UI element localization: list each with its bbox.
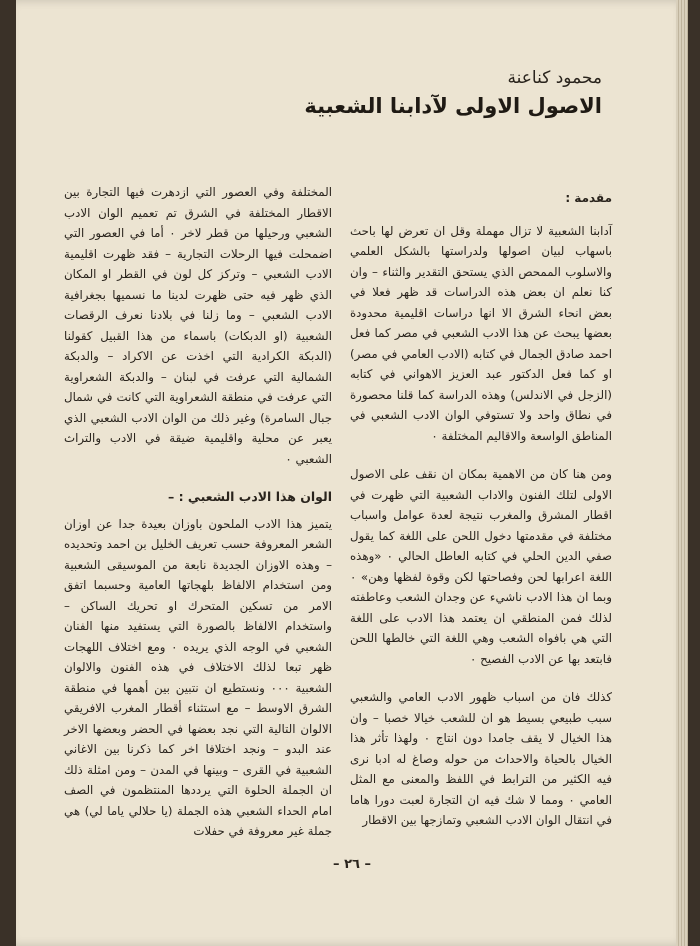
paragraph: يتميز هذا الادب الملحون باوزان بعيدة جدا عن اوزان الشعر المعروفة حسب تعريف الخليل بن احمد وتحديده – وهذه الاوزان الجديدة نابعة من الموسيقى الشعبية ومن استخدام الالفاظ بلهجاتها العامية وحسبما اتفق الامر من تسكين المتحرك او تحريك الساكن – واستخدام الالفاظ بالصورة التي يستفيد منها الفنان الشعبي في الوجه الذي يريده ٠ ومع اختلاف اللهجات ظهر تبعا لذلك الاختلاف في هذه الفنون والالوان الشعبية ٠٠٠ ونستطيع ان نتبين بين أهمها في منطقة الشرق الاوسط – مع استثناء أقطار المغرب الافريقي الالوان التالية التي نجد بعضها في الحضر وبعضها الاخر عند البدو – ونجد اختلافا اخر كما ذكرنا بين الاغاني الشعبية في القرى – وبينها في المدن – ومن امثلة ذلك ان الجملة الحلوة التي يرددها المنتظمون في الصف امام الحداء الشعبي هذه الجملة (يا حلالي ياما لي) هي جملة غير معروفة في حفلات xyxy=(64,516,332,838)
intro-heading: مقدمة : xyxy=(565,191,612,205)
author-name: محمود كناعنة xyxy=(507,68,602,88)
page-number: – ٢٦ – xyxy=(333,857,371,872)
page-edge xyxy=(676,0,688,946)
paragraph: ومن هنا كان من الاهمية بمكان ان نقف على الاصول الاولى لتلك الفنون والاداب الشعبية التي ظهرت في اقطار المشرق والمغرب نتيجة لعدة عوامل واسباب مختلفة في مقدمتها دخول اللحن على اللغة كما يقول صفي الدين الحلي في كتابه العاطل الحالي ٠ «وهذه اللغة اعرابها لحن وفصاحتها لكن وقوة لفظها وهن» ٠ وبما ان هذا الادب ناشيء عن وجدان الشعب وعاطفته لذلك فمن المنطقي ان يعتمد هذا الادب على اللغة التي هي بافواه الشعب وهي اللغة التي خالطها اللحن فابتعد بها عن الادب الفصيح ٠ xyxy=(350,467,612,666)
paragraph: المختلفة وفي العصور التي ازدهرت فيها التجارة بين الاقطار المختلفة في الشرق تم تعميم الوان الادب الشعبي ورحيلها من قطر لاخر ٠ أما في العصور التي اضمحلت فيها الرحلات التجارية – فقد ظهرت اقليمية الادب الشعبي – وتركز كل لون في القطر او المكان الذي ظهر فيه حتى ظهرت لدينا ما نسميها بجغرافية الادب الشعبي – وما زلنا في بلادنا نعرف الرقصات الشعبية (او الدبكات) باسماء من هذا القبيل كقولنا (الدبكة الكرادية التي اخذت عن الاكراد – والدبكة الشمالية التي عرفت في لبنان – والدبكة الشعراوية التي عرفت في منطقة الشعراوية التي كانت في شمال جبال السامرة) وغير ذلك من الوان الادب الشعبي الذي يعبر عن محلية واقليمية ضيقة في الادب والتراث الشعبي ٠ xyxy=(64,185,332,466)
article-title: الاصول الاولى لآدابنا الشعبية xyxy=(304,94,602,118)
right-column xyxy=(350,188,612,849)
paragraph: كذلك فان من اسباب ظهور الادب العامي والشعبي سبب طبيعي بسيط هو ان للشعب خيالا خصبا – وان هذا الخيال لا يقف جامدا دون انتاج ٠ ولهذا تأثر هذا الخيال بالحياة والاحداث من حوله وصاغ له ادبا نرى فيه الكثير من الترابط في اللفظ والمعنى مع المثل العامي ٠ ومما لا شك فيه ان التجارة لعبت دورا هاما في انتقال الوان الادب الشعبي وتمازجها بين الاقطار xyxy=(350,690,612,827)
book-page xyxy=(16,0,688,946)
paragraph: آدابنا الشعبية لا تزال مهملة وقل ان تعرض لها باحث باسهاب لبيان اصولها ولدراستها بالشكل العلمي والاسلوب الممحص الذي يستحق التقدير والثناء – وان كنا نعلم ان بعض هذه الدراسات قد ظهر فعلا في بعض انحاء الشرق الا انها دراسات اقليمية محدودة بعضها يبحث عن هذا الادب الشعبي في مصر كما فعل احمد صادق الجمال في كتابه (الادب العامي في مصر) او كما فعل الدكتور عبد العزيز الاهواني في كتابه (الزجل في الاندلس) وهذه الدراسة كما قلنا محصورة في نطاق واحد ولا تستوفي الوان الادب الشعبي في المناطق الواسعة والاقاليم المختلفة ٠ xyxy=(350,223,612,443)
section-heading: الوان هذا الادب الشعبي : – xyxy=(167,489,332,504)
left-column xyxy=(64,182,332,860)
